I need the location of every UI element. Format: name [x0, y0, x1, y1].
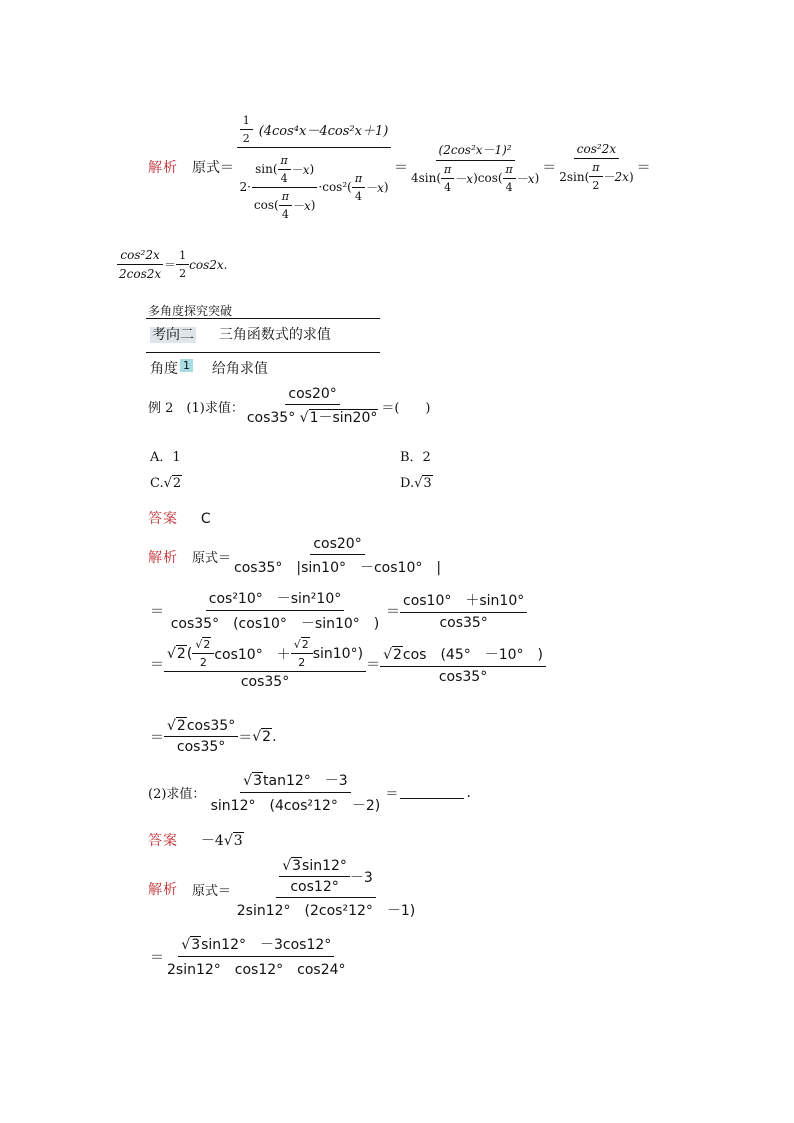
answer-2-row: 答案 －4√3: [148, 833, 243, 849]
option-d-rad: 3: [423, 476, 432, 491]
multi-angle-title: 多角度探究突破: [148, 304, 233, 318]
option-c-key: C.: [150, 476, 164, 491]
example-prefix: 例 2 (1)求值：: [148, 401, 244, 416]
option-d-key: D.: [400, 476, 415, 491]
divider-1: [146, 318, 380, 319]
option-b[interactable]: B．2: [400, 450, 431, 465]
ex1-s4-frac-num-a: 2: [203, 638, 211, 651]
ex1-s5-rad: 2: [392, 646, 402, 663]
eq-6: ＝: [386, 603, 400, 620]
minus-2x: －2x: [602, 170, 629, 184]
four-sin: 4sin: [411, 171, 437, 185]
ex1-s4-frac-den-a: 2: [199, 656, 207, 669]
ex1-s4-sin: sin10°: [312, 645, 358, 662]
half-num-2: 1: [176, 249, 189, 265]
minus-x-b: －x: [291, 198, 311, 213]
jiexi-label: 解析: [148, 160, 178, 176]
ex1-s4-cos: cos10° ＋: [214, 646, 291, 663]
half-den: 2: [242, 131, 250, 145]
ex1-s4-den: cos35°: [240, 674, 290, 690]
minus-x-a: －x: [290, 162, 310, 177]
ex1-step-1: [148, 536, 444, 577]
half-den-2: 2: [179, 267, 187, 280]
ex1-num: cos20°: [285, 386, 339, 405]
eq-8: ＝: [366, 657, 381, 673]
ex1-step-2: [150, 588, 527, 633]
last-num: cos²2x: [117, 248, 162, 265]
ex1-step-3: ＝ √ 2 ( $\frac{√2}{2}$ cos10° ＋ $\frac{√2}{2}$ sin10° ) cos35° ＝ $\frac{√2\cos (45^\circ -10^\circ )}{\cos 35^\circ}$: [150, 638, 546, 690]
ex2-s1-inner-den: cos12°: [290, 879, 339, 895]
pi-b: π: [279, 190, 292, 206]
ex2-step-1: 解析 原式＝ $\frac{√3\sin 12^\circ}{\cos 12^\circ}$ －3 2sin12° (2cos²12° －1): [148, 858, 421, 920]
answer-blank[interactable]: [400, 786, 464, 799]
answer-1-value: C: [200, 511, 211, 527]
num3: cos²2x: [574, 142, 619, 159]
frac-main-2: (2cos²x－1)² 4sin ( $\frac{\pi}{4}$ －x ) cos ( $\frac{\pi}{4}$ －x ): [411, 142, 540, 194]
num2: (2cos²x－1)²: [436, 141, 515, 161]
ex2-step-2: ＝ $\frac{√3\sin 12^\circ -3\cos 12^\circ}{2\sin 12^\circ \cos 12^\circ \cos 24^\circ}$: [150, 934, 349, 979]
kaoxiang-row: [150, 324, 331, 344]
two-sin: 2sin: [559, 169, 585, 184]
answer-2-prefix: －4: [200, 833, 224, 849]
minus-x-c: －x: [365, 180, 384, 195]
frac-main-3: cos²2x 2sin ( $\frac{\pi}{2}$ －2x ): [559, 142, 634, 192]
ex1-s6-num: cos35°: [186, 718, 236, 734]
ex1-step-4: ＝ $\frac{√2\cos 35^\circ}{\cos 35^\circ}$ ＝ √2.: [150, 718, 277, 755]
frac-main-1: $\frac{1}{2}$ (4cos⁴x－4cos²x＋1) 2· sin ( $\frac{\pi}{4}$ －x ) cos ( $\frac{\pi}{4}$ －x ) ·cos² ( $\frac{\pi}{4}$ －x ): [234, 114, 394, 221]
jiaodu-label: 角度: [150, 361, 178, 377]
ex1-s6-end: .: [272, 728, 277, 745]
minus-x-e: －x: [515, 171, 535, 186]
jiaodu-title: 给角求值: [211, 361, 268, 377]
last-rhs: cos2x.: [189, 257, 228, 272]
ex2-q-num: tan12° －3: [263, 773, 348, 789]
ex1-s2-den: cos35° (cos10° －sin10° ): [170, 616, 380, 632]
part2-prefix: (2)求值：: [148, 787, 206, 802]
minus-x-d: －x: [454, 171, 474, 186]
ex2-s2-rad: 3: [191, 937, 201, 953]
ex1-paren-blank: ＝( ): [381, 401, 431, 416]
kaoxiang-tag: 考向二: [152, 327, 194, 343]
yuanshi-label-2: 原式＝: [192, 551, 232, 566]
option-c[interactable]: C.√2: [150, 476, 182, 491]
pi-f: π: [589, 161, 602, 177]
pi-a: π: [278, 154, 291, 170]
ex1-s3-den: cos35°: [439, 615, 488, 631]
yuanshi-label-3: 原式＝: [192, 883, 232, 899]
example-2-q1: 例 2 (1)求值： $\frac{\cos 20^\circ}{\cos 35^\circ √1-\sin 20^\circ}$ ＝( ): [148, 386, 431, 426]
pi-d: π: [441, 163, 454, 179]
answer-1-label: 答案: [148, 511, 178, 527]
jiaodu-row: [150, 358, 268, 378]
ex1-den-a: cos35°: [246, 410, 296, 426]
ex1-s6-den: cos35°: [176, 739, 226, 755]
ex1-s4-rad: 2: [176, 645, 186, 662]
divider-2: [146, 352, 380, 353]
ex2-s2-den: 2sin12° cos12° cos24°: [167, 962, 346, 978]
jiaodu-badge: 1: [180, 359, 193, 372]
option-a[interactable]: A．1: [150, 450, 181, 465]
cos-d: cos: [477, 171, 498, 185]
eq-3: ＝: [636, 160, 651, 176]
eq-12: ＝: [150, 949, 164, 966]
ex1-s5-den: cos35°: [438, 668, 488, 685]
option-d[interactable]: D.√3: [400, 476, 432, 491]
ex2-s1-den: 2sin12° (2cos²12° －1): [236, 903, 416, 919]
four-e: 4: [505, 180, 513, 194]
eq-7: ＝: [150, 657, 164, 673]
formula-top: [148, 92, 651, 242]
last-den: 2cos2x: [119, 267, 162, 281]
dot-cos2: ·cos²: [318, 180, 348, 194]
ex1-s6-rad: 2: [176, 718, 186, 734]
four-d: 4: [444, 180, 452, 194]
eq-5: ＝: [150, 603, 164, 620]
ex2-s2-num: sin12° －3cos12°: [201, 937, 332, 953]
cos-a: cos: [253, 198, 275, 212]
ex1-s4-frac-den-b: 2: [298, 656, 306, 669]
example-2-q2: (2)求值： $\frac{√3\tan 12^\circ -3}{\text{sin12° (4cos²12° －2)}}$ ＝ .: [148, 770, 471, 815]
kaoxiang-title: 三角函数式的求值: [218, 327, 331, 343]
two-dot: 2·: [239, 180, 251, 194]
eq-2: ＝: [542, 160, 557, 176]
pi-e: π: [503, 163, 516, 179]
ex2-s1-rad: 3: [292, 858, 302, 874]
ex1-s1-den: cos35° |sin10° －cos10° |: [234, 560, 442, 576]
sin-a: sin: [255, 162, 273, 176]
two-f: 2: [592, 179, 600, 192]
formula-top-continued: [116, 248, 227, 281]
four-a: 4: [280, 171, 288, 185]
answer-2-rad: 3: [233, 833, 243, 849]
eq-10: ＝: [238, 729, 253, 746]
ex1-s3-num: cos10° ＋sin10°: [400, 590, 527, 613]
eq-9: ＝: [150, 729, 164, 746]
ex1-s5-num: cos (45° －10° ): [402, 646, 544, 663]
jiexi-label-3: 解析: [148, 882, 178, 898]
answer-1-row: [148, 508, 211, 528]
pi-c: π: [352, 172, 365, 188]
ex1-den-rad: 1－sin20°: [309, 410, 378, 426]
yuanshi-label: 原式＝: [192, 160, 234, 176]
eq-4: ＝: [164, 258, 177, 272]
ex2-s1-inner-num: sin12°: [302, 858, 347, 874]
ex1-s2-num: cos²10° －sin²10°: [206, 588, 344, 611]
ex1-s6-res-rad: 2: [262, 728, 272, 745]
eq-11: ＝: [385, 787, 399, 802]
blank-end: .: [466, 784, 471, 801]
ex2-q-rad: 3: [253, 773, 262, 789]
half-num: 1: [240, 114, 253, 130]
answer-2-label: 答案: [148, 833, 178, 849]
jiexi-label-2: 解析: [148, 549, 178, 566]
four-c: 4: [354, 189, 362, 203]
ex1-s1-num: cos20°: [310, 536, 364, 555]
option-c-rad: 2: [172, 476, 182, 491]
four-b: 4: [281, 207, 289, 221]
ex1-s4-frac-num-b: 2: [301, 638, 309, 651]
poly-text: (4cos⁴x－4cos²x＋1): [258, 123, 389, 139]
ex2-s1-minus: －3: [349, 869, 373, 886]
ex2-q-den: sin12° (4cos²12° －2): [210, 798, 381, 814]
eq-1: ＝: [394, 160, 408, 176]
